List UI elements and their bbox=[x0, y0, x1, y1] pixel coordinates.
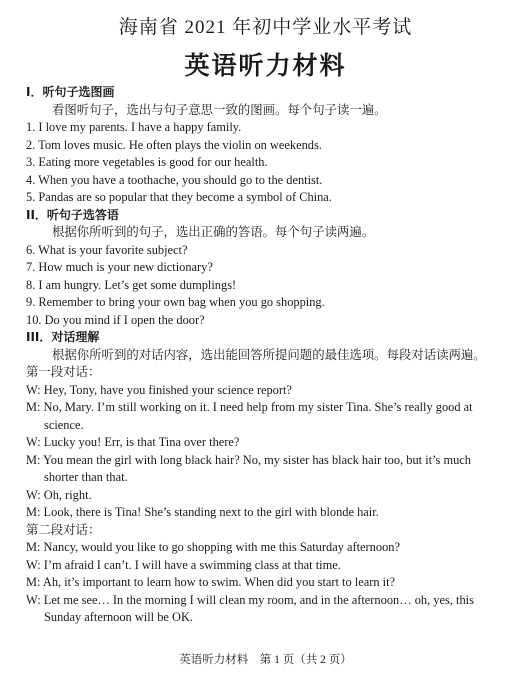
dialog-2-label: 第二段对话： bbox=[26, 522, 101, 537]
section-instruction-3: 根据你所听到的对话内容，选出能回答所提问题的最佳选项。每段对话读两遍。 bbox=[52, 347, 486, 362]
dialog-line: W: Let me see… In the morning I will clean my room, and in the afternoon… oh, yes, this Sunday afternoon will be OK. bbox=[26, 592, 474, 624]
question-8: 8. I am hungry. Let’s get some dumplings! bbox=[26, 277, 237, 292]
dialog-line: M: No, Mary. I’m still working on it. I need help from my sister Tina. She’s really good at science. bbox=[26, 400, 473, 432]
document-title: 海南省 2021 年初中学业水平考试 bbox=[118, 17, 413, 38]
section-instruction-1: 看图听句子，选出与句子意思一致的图画。每个句子读一遍。 bbox=[52, 102, 387, 117]
dialog-line: W: Oh, right. bbox=[26, 487, 92, 502]
question-5: 5. Pandas are so popular that they become a symbol of China. bbox=[26, 190, 332, 204]
dialog-line: W: Hey, Tony, have you finished your science report? bbox=[26, 382, 292, 397]
section-instruction-2: 根据你所听到的句子，选出正确的答语。每个句子读两遍。 bbox=[52, 225, 375, 239]
dialog-line: M: You mean the girl with long black hair? No, my sister has black hair too, but it’s much shorter than that. bbox=[26, 452, 471, 484]
question-3: 3. Eating more vegetables is good for our health. bbox=[26, 155, 268, 169]
question-4: 4. When you have a toothache, you should go to the dentist. bbox=[26, 172, 323, 187]
section-heading-1: I．听句子选图画 bbox=[26, 85, 115, 99]
question-9: 9. Remember to bring your own bag when you go shopping. bbox=[26, 295, 325, 309]
document-body bbox=[26, 84, 506, 627]
question-1: 1. I love my parents. I have a happy family. bbox=[26, 120, 242, 134]
dialog-line: W: Lucky you! Err, is that Tina over there? bbox=[26, 435, 240, 449]
question-2: 2. Tom loves music. He often plays the violin on weekends. bbox=[26, 137, 322, 152]
dialog-line: M: Ah, it’s important to learn how to swim. When did you start to learn it? bbox=[26, 575, 396, 589]
dialog-line: M: Look, there is Tina! She’s standing next to the girl with blonde hair. bbox=[26, 505, 379, 519]
section-heading-3: III．对话理解 bbox=[26, 330, 100, 344]
page-footer: 英语听力材料 第 1 页（共 2 页） bbox=[179, 654, 352, 666]
question-7: 7. How much is your new dictionary? bbox=[26, 260, 213, 274]
document-subtitle: 英语听力材料 bbox=[184, 51, 347, 80]
question-10: 10. Do you mind if I open the door? bbox=[26, 312, 205, 327]
section-heading-2: II．听句子选答语 bbox=[26, 207, 119, 222]
dialog-line: W: I’m afraid I can’t. I will have a swimming class at that time. bbox=[26, 557, 341, 572]
question-6: 6. What is your favorite subject? bbox=[26, 242, 188, 257]
dialog-1-label: 第一段对话： bbox=[26, 365, 101, 379]
dialog-line: M: Nancy, would you like to go shopping with me this Saturday afternoon? bbox=[26, 540, 400, 554]
